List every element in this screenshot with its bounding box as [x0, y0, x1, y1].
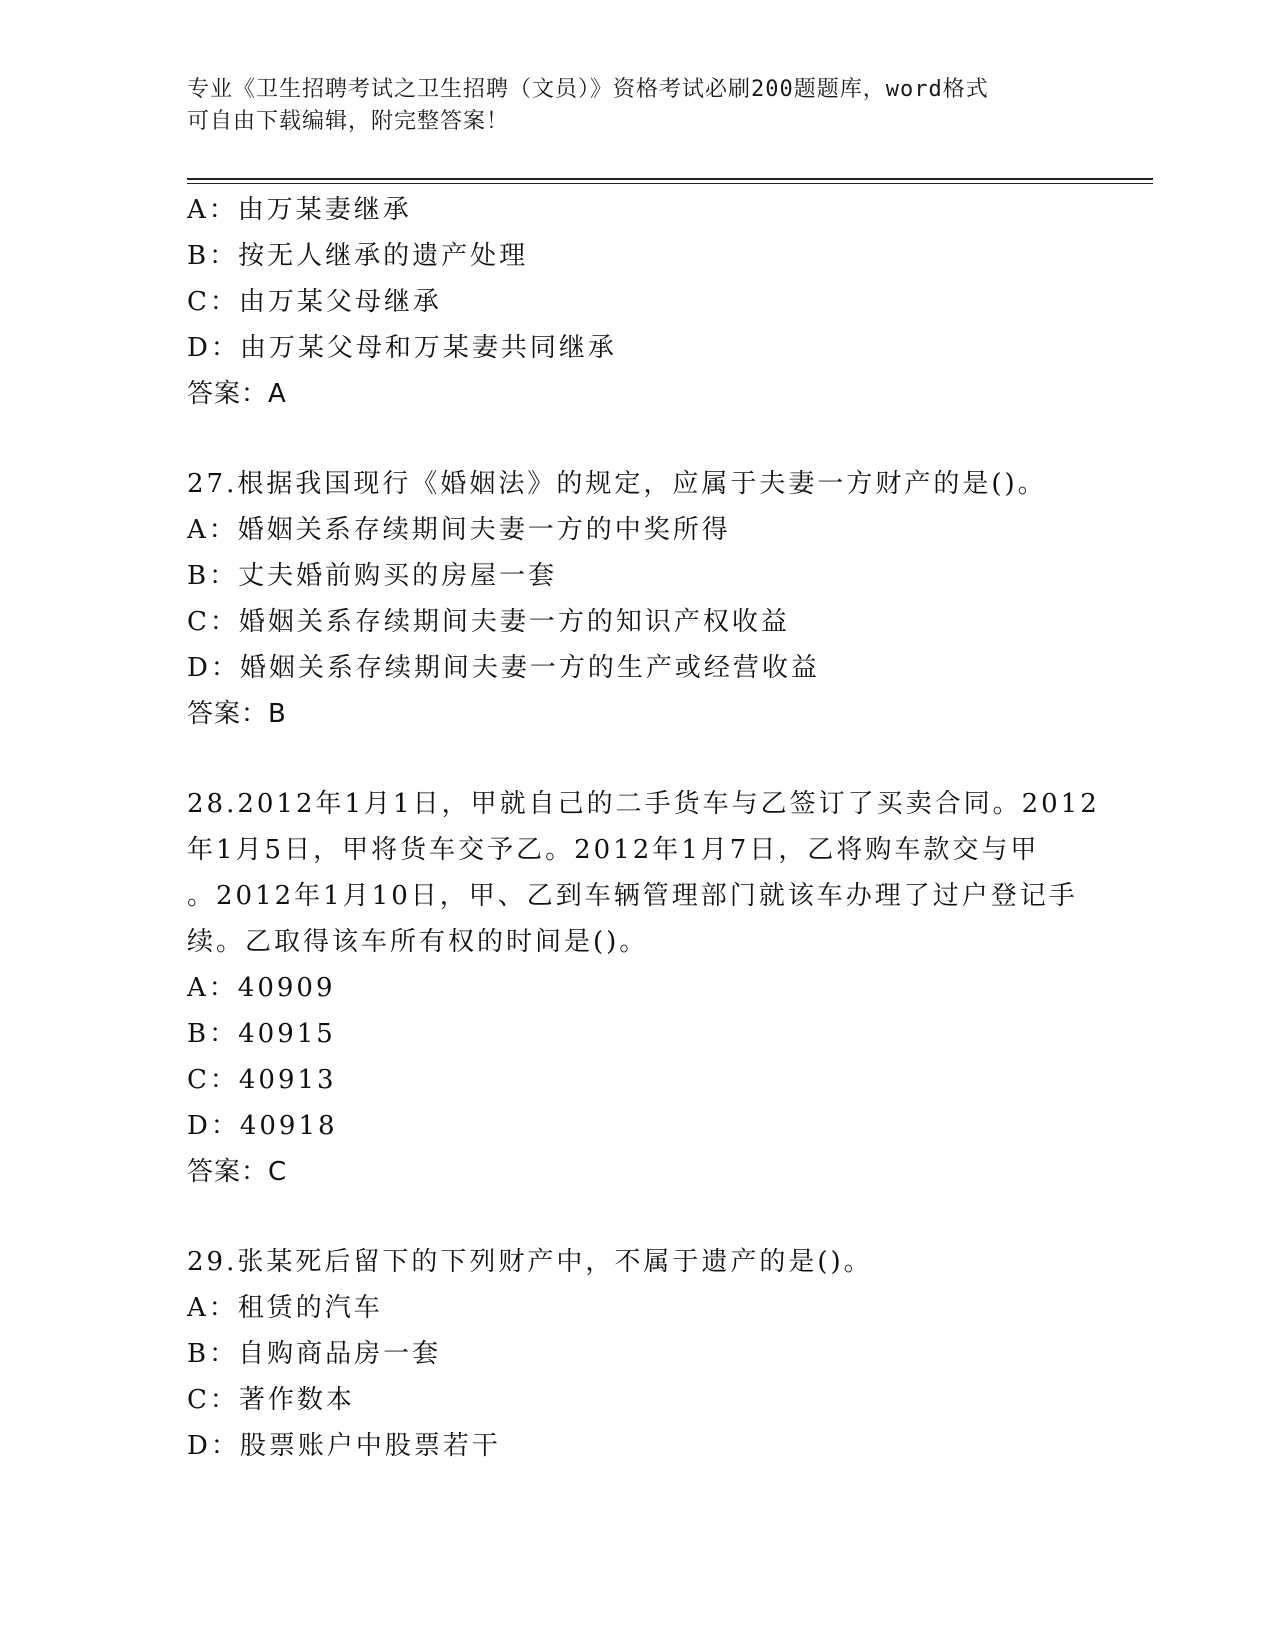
header-divider-thin [187, 183, 1153, 184]
header-line-1: 专业《卫生招聘考试之卫生招聘（文员）》资格考试必刷200题题库，word格式 [187, 77, 989, 102]
document-header [187, 74, 1067, 138]
option-c: C：著作数本 [187, 1385, 355, 1415]
option-d: D：由万某父母和万某妻共同继承 [187, 333, 617, 363]
option-a: A：租赁的汽车 [187, 1293, 383, 1323]
option-a: A：婚姻关系存续期间夫妻一方的中奖所得 [187, 515, 731, 545]
answer: 答案：A [187, 379, 287, 409]
option-b: B：丈夫婚前购买的房屋一套 [187, 561, 558, 591]
answer: 答案：B [187, 699, 287, 729]
question-stem: 27.根据我国现行《婚姻法》的规定，应属于夫妻一方财产的是()。 [187, 469, 1047, 499]
option-b: B：按无人继承的遗产处理 [187, 241, 529, 271]
option-c: C：40913 [187, 1065, 337, 1095]
question-27 [187, 461, 1087, 737]
header-line-2: 可自由下载编辑，附完整答案！ [187, 109, 510, 134]
question-29 [187, 1239, 1087, 1469]
question-list [187, 187, 1100, 1469]
option-c: C：婚姻关系存续期间夫妻一方的知识产权收益 [187, 607, 790, 637]
header-divider-thick [187, 178, 1153, 180]
question-stem: 29.张某死后留下的下列财产中，不属于遗产的是()。 [187, 1247, 873, 1277]
question-26 [187, 187, 1087, 417]
question-28 [187, 781, 1100, 1195]
spacer [187, 1195, 1087, 1239]
option-b: B：40915 [187, 1019, 336, 1049]
question-stem-line: 年1月5日，甲将货车交予乙。2012年1月7日，乙将购车款交与甲 [187, 835, 1040, 865]
option-b: B：自购商品房一套 [187, 1339, 442, 1369]
option-a: A：由万某妻继承 [187, 195, 412, 225]
question-stem-line: 28.2012年1月1日，甲就自己的二手货车与乙签订了买卖合同。2012 [187, 789, 1100, 819]
spacer [187, 737, 1087, 781]
answer: 答案：C [187, 1157, 288, 1187]
question-stem-line: 。2012年1月10日，甲、乙到车辆管理部门就该车办理了过户登记手 [187, 881, 1078, 911]
option-c: C：由万某父母继承 [187, 287, 442, 317]
option-a: A：40909 [187, 973, 336, 1003]
option-d: D：40918 [187, 1111, 338, 1141]
question-stem-line: 续。乙取得该车所有权的时间是()。 [187, 927, 649, 957]
spacer [187, 417, 1087, 461]
option-d: D：股票账户中股票若干 [187, 1431, 501, 1461]
option-d: D：婚姻关系存续期间夫妻一方的生产或经营收益 [187, 653, 820, 683]
